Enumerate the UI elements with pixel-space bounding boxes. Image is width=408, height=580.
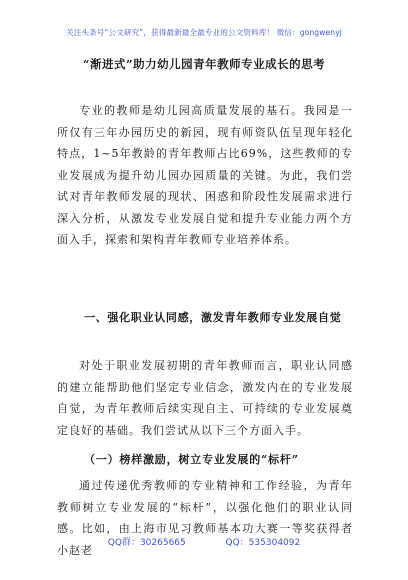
document-title: “渐进式”助力幼儿园青年教师专业成长的思考 <box>82 57 326 71</box>
section-1-paragraph: 对处于职业发展初期的青年教师而言，职业认同感的建立能帮助他们坚定专业信念，激发内在的专业发展自觉，为青年教师后续实现自主、可持续的专业发展奠定良好的基础。我们尝试从以下三个方面入手。 <box>57 359 353 437</box>
section-heading-1: 一、强化职业认同感，激发青年教师专业发展自觉 <box>84 311 342 324</box>
subsection-1-paragraph: 通过传递优秀教师的专业精神和工作经验，为青年教师树立专业发展的“标杆”，以强化他们的职业认同感。比如，由上海市见习教师基本功大赛一等奖获得者小赵老 <box>57 479 353 557</box>
footer-contact <box>0 535 408 548</box>
header-banner: 关注头条号“公文研究”，获得最新最全最专业的公文资料库！ 微信：gongwenyj <box>66 28 342 37</box>
footer-qq-number: QQ：535304092 <box>225 538 301 548</box>
footer-qq-group: QQ群：30265665 <box>107 538 186 548</box>
intro-paragraph: 专业的教师是幼儿园高质量发展的基石。我园是一所仅有三年办园历史的新园，现有师资队伍呈现年轻化特点，1~5年教龄的青年教师占比69%，这些教师的专业发展成为提升幼儿园办园质量的关键。为此，我们尝试对青年教师发展的现状、困惑和阶段性发展需求进行深入分析，从激发专业发展自觉和提升专业能力两个方面入手，探索和架构青年教师专业培养体系。 <box>57 104 353 246</box>
subsection-heading-1: （一）榜样激励，树立专业发展的“标杆” <box>84 453 299 466</box>
